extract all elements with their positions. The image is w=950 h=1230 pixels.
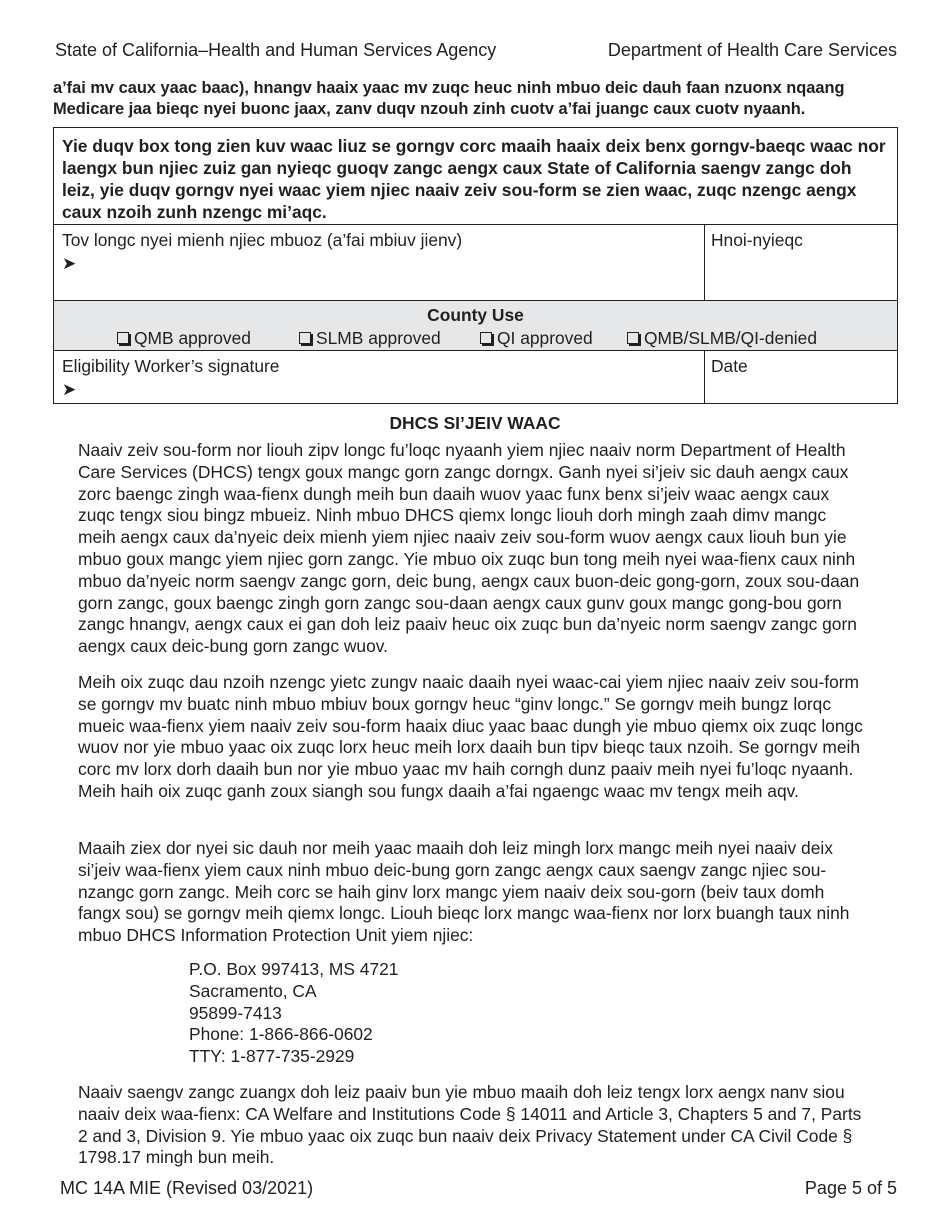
checkbox-icon: [117, 332, 129, 344]
address-line: 95899-7413: [189, 1002, 282, 1023]
tty-number: TTY: 1-877-735-2929: [189, 1046, 355, 1067]
worker-signature-row: [54, 351, 897, 403]
checkbox-slmb-approved[interactable]: [299, 328, 441, 349]
page-number: Page 5 of 5: [804, 1178, 897, 1198]
privacy-paragraph-2: Meih oix zuqc dau nzoih nzengc yietc zungv naaic daaih nyei waac-cai yiem njiec naaiv zeiv sou-form se gorngv mv buatc ninh mbuo mbiuv boux gorngv heuc “ginv longc.” Se gorngv meih bungz lorqc mueic waa-fienx yiem naaiv zeiv sou-form haaix diuc yaac baac dungh yie mbuo qiemx oix zuqc longc wuov nor yie mbuo yaac oix zuqc lorx heuc meih lorx daaih bun tipv bieqc taux nzoih. Se gorngv meih corc mv lorx dorh daaih bun nor yie mbuo yaac mv haih corngh dunz paaiv meih nyei fu’loqc nyaanh. Meih haih oix zuqc ganh zoux siangh sou fungx daaih a’fai ngaengc waac mv tengx meih aqv.: [78, 672, 863, 801]
signature-form-box: [53, 127, 898, 404]
form-id: MC 14A MIE (Revised 03/2021): [60, 1178, 314, 1198]
worker-signature-label: Eligibility Worker’s signature: [62, 356, 280, 376]
page-footer: [60, 1178, 897, 1200]
checkbox-qmb-slmb-qi-denied[interactable]: [627, 328, 817, 349]
privacy-paragraph-3: Maaih ziex dor nyei sic dauh nor meih yaac maaih doh leiz mingh lorx mangc meih nyei naaiv deix si’jeiv waa-fienx yiem caux ninh mbuo deic-bung gorn zangc aengx caux saengv zangc njiec sou-nzangc gorn zangc. Meih corc se haih ginv lorx mangc yiem naaiv deix sou-gorn (beiv taux domh fangx sou) se gorngv meih qiemx longc. Liouh bieqc lorx mangc waa-fienx nor lorx buangh taux ninh mbuo DHCS Information Protection Unit yiem njiec:: [78, 838, 850, 946]
attestation-statement: Yie duqv box tong zien kuv waac liuz se gorngv corc maaih haaix deix benx gorngv-baeqc waac nor laengx bun njiec zuiz gan nyieqc guoqv zangc aengx caux State of California saengv zangc doh leiz, yie duqv gorngv nyei waac yiem njiec naaiv zeiv sou-form se zien waac, zuqc nzengc aengx caux nzoih zunh nzengc mi’aqc.: [54, 128, 897, 225]
checkbox-icon: [627, 332, 639, 344]
checkbox-icon: [480, 332, 492, 344]
department-name: Department of Health Care Services: [607, 40, 897, 60]
checkbox-qmb-approved[interactable]: [117, 328, 251, 349]
checkbox-label: QI approved: [497, 328, 593, 348]
mailing-address: [189, 959, 398, 1068]
address-line: Sacramento, CA: [189, 980, 317, 1001]
applicant-date-label: Hnoi-nyieqc: [711, 230, 803, 250]
checkbox-label: QMB approved: [134, 328, 251, 348]
phone-number: Phone: 1-866-866-0602: [189, 1024, 373, 1045]
checkbox-icon: [299, 332, 311, 344]
worker-date-field[interactable]: [704, 351, 897, 403]
checkbox-label: SLMB approved: [316, 328, 441, 348]
checkbox-label: QMB/SLMB/QI-denied: [644, 328, 818, 348]
checkbox-qi-approved[interactable]: [480, 328, 593, 349]
privacy-title: DHCS SI’JEIV WAAC: [389, 413, 561, 433]
applicant-signature-label: Tov longc nyei mienh njiec mbuoz (a’fai mbiuv jienv): [62, 230, 463, 250]
agency-name: State of California–Health and Human Services Agency: [55, 40, 497, 60]
arrow-right-icon: ➤: [62, 380, 77, 399]
privacy-paragraph-1: Naaiv zeiv sou-form nor liouh zipv longc fu’loqc nyaanh yiem njiec naaiv norm Department of Health Care Services (DHCS) tengx goux mangc gorn zangc dorngx. Ganh nyei si’jeiv sic dauh aengx caux zorc baengc zingh waa-fienx dungh meih bun daaih wuov yaac funx benx si’jeiv waac aengx caux zuqc tengx siou bingz mbueiz. Ninh mbuo DHCS qiemx longc liouh dorh mingh zaah dimv mangc meih aengx caux da’nyeic deix mienh yiem njiec naaiv zeiv sou-form wuov aengx caux liouh bun yie mbuo goux mangc yiem njiec gorn zangc. Yie mbuo oix zuqc bun tong meih nyei waa-fienx caux ninh mbuo da’nyeic norm saengv zangc gorn, deic bung, aengx caux buon-deic gong-gorn, zoux sou-daan gorn zangc, goux baengc zingh gorn zangc sou-daan aengx caux gunv goux mangc gong-bou gorn zangc hnangv, aengx caux ei gan doh leiz paaiv heuc oix zuqc bun da’nyeic norm saengv zangc gorn aengx caux deic-bung gorn zangc wuov.: [78, 440, 860, 657]
applicant-signature-field[interactable]: [54, 225, 704, 300]
arrow-right-icon: ➤: [62, 254, 77, 273]
worker-date-label: Date: [711, 356, 748, 376]
county-use-section: [54, 301, 897, 351]
privacy-paragraph-4: Naaiv saengv zangc zuangx doh leiz paaiv bun yie mbuo maaih doh leiz tengx lorx aengx nanv siou naaiv deix waa-fienx: CA Welfare and Institutions Code § 14011 and Article 3, Chapters 5 and 7, Parts 2 and 3, Division 9. Yie mbuo yaac oix zuqc bun naaiv deix Privacy Statement under CA Civil Code § 1798.17 mingh bun meih.: [78, 1082, 862, 1168]
worker-signature-field[interactable]: [54, 351, 704, 403]
address-line: P.O. Box 997413, MS 4721: [189, 959, 399, 979]
page-header: [55, 40, 897, 64]
county-use-title: County Use: [427, 305, 524, 325]
applicant-date-field[interactable]: [704, 225, 897, 300]
intro-text: a’fai mv caux yaac baac), hnangv haaix yaac mv zuqc heuc ninh mbuo deic dauh faan nzuonx nqaang Medicare jaa bieqc nyei buonc jaax, zanv duqv nzouh zinh cuotv a’fai juangc caux cuotv nyaanh.: [53, 79, 845, 118]
applicant-signature-row: [54, 225, 897, 301]
